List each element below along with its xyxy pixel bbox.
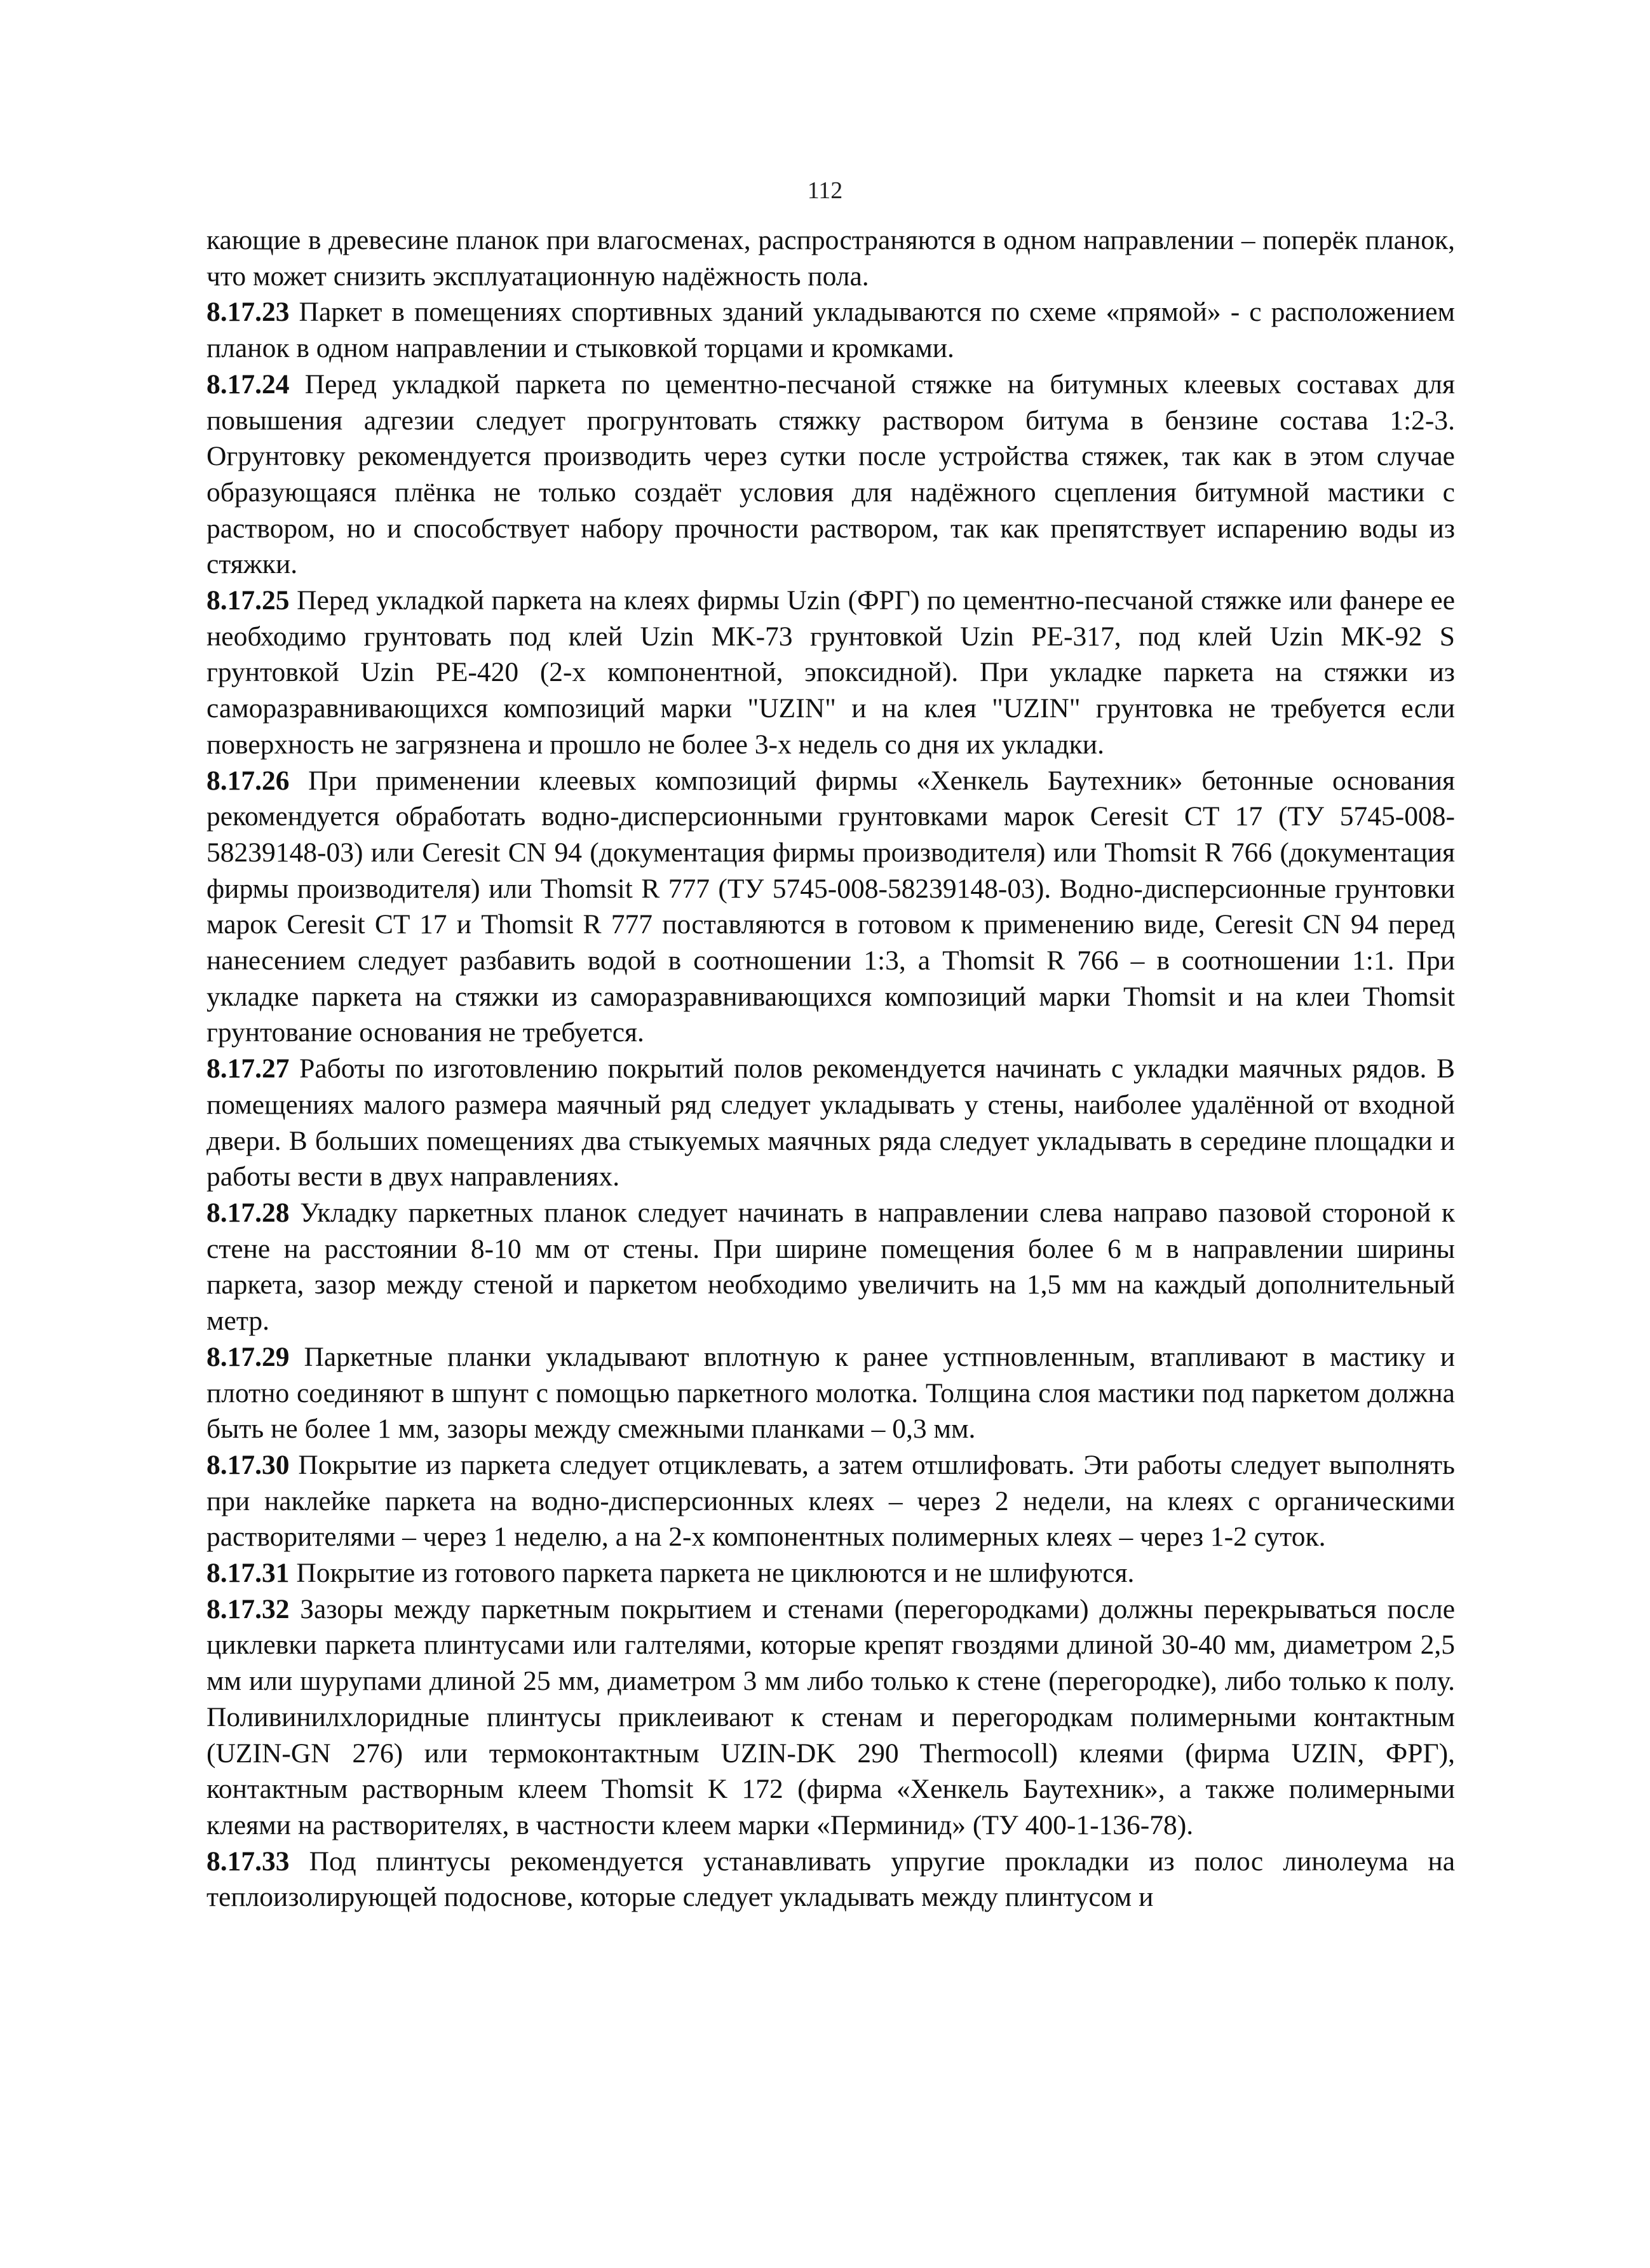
paragraph-8-17-24 — [206, 367, 1455, 583]
paragraph-number: 8.17.33 — [206, 1846, 290, 1877]
paragraph-8-17-27 — [206, 1051, 1455, 1195]
paragraph-number: 8.17.24 — [206, 368, 290, 400]
page-number: 112 — [807, 177, 843, 204]
paragraph-text: Перед укладкой паркета по цементно-песчаной стяжке на битумных клеевых составах для повышения адгезии следует прогрунтовать стяжку раствором битума в бензине состава 1:2-3. Огрунтовку рекомендуется производить через сутки после устройства стяжек, так как в этом случае образующаяся плёнка не только создаёт условия для надёжного сцепления битумной мастики с раствором, но и способствует набору прочности раствором, так как препятствует испарению воды из стяжки. — [206, 368, 1456, 580]
paragraph-number: 8.17.28 — [206, 1197, 290, 1228]
paragraph-text: Покрытие из паркета следует отциклевать, а затем отшлифовать. Эти работы следует выполнять при наклейке паркета на водно-дисперсионных клеях – через 2 недели, на клеях с органическими растворителями – через 1 неделю, а на 2-х компонентных полимерных клеях – через 1-2 суток. — [206, 1449, 1456, 1553]
paragraph-8-17-25 — [206, 583, 1455, 763]
paragraph-continuation — [206, 222, 1455, 294]
paragraph-text: Под плинтусы рекомендуется устанавливать упругие прокладки из полос линолеума на теплоизолирующей подоснове, которые следует укладывать между плинтусом и — [206, 1846, 1456, 1913]
paragraph-8-17-28 — [206, 1195, 1455, 1339]
paragraph-number: 8.17.26 — [206, 765, 290, 796]
paragraph-8-17-29 — [206, 1339, 1455, 1447]
paragraph-number: 8.17.29 — [206, 1341, 290, 1372]
paragraph-text: Перед укладкой паркета на клеях фирмы Uzin (ФРГ) по цементно-песчаной стяжке или фанере ее необходимо грунтовать под клей Uzin MK-73 грунтовкой Uzin PE-317, под клей Uzin MK-92 S грунтовкой Uzin PE-420 (2-х компонентной, эпоксидной). При укладке паркета на стяжки из саморазравнивающихся композиций марки "UZIN" и на клея "UZIN" грунтовка не требуется если поверхность не загрязнена и прошло не более 3-х недель со дня их укладки. — [206, 585, 1456, 760]
paragraph-number: 8.17.25 — [206, 585, 290, 616]
paragraph-8-17-30 — [206, 1447, 1455, 1555]
paragraph-text: Покрытие из готового паркета паркета не циклюются и не шлифуются. — [296, 1558, 1135, 1589]
paragraph-8-17-33 — [206, 1844, 1455, 1915]
paragraph-8-17-26 — [206, 763, 1455, 1051]
paragraph-text: Паркетные планки укладывают вплотную к ранее устпновленным, втапливают в мастику и плотно соединяют в шпунт с помощью паркетного молотка. Толщина слоя мастики под паркетом должна быть не более 1 мм, зазоры между смежными планками – 0,3 мм. — [206, 1341, 1455, 1445]
paragraph-8-17-23 — [206, 294, 1455, 366]
paragraph-text: кающие в древесине планок при влагосменах, распространяются в одном направлении – поперёк планок, что может снизить эксплуатационную надёжность пола. — [206, 225, 1455, 292]
paragraph-8-17-31 — [206, 1555, 1455, 1591]
paragraph-number: 8.17.32 — [206, 1593, 290, 1624]
paragraph-number: 8.17.31 — [206, 1558, 290, 1589]
paragraph-text: Укладку паркетных планок следует начинать в направлении слева направо пазовой стороной к стене на расстоянии 8-10 мм от стены. При ширине помещения более 6 м в направлении ширины паркета, зазор между стеной и паркетом необходимо увеличить на 1,5 мм на каждый дополнительный метр. — [206, 1197, 1456, 1337]
paragraph-number: 8.17.27 — [206, 1053, 290, 1084]
paragraph-number: 8.17.23 — [206, 297, 290, 328]
paragraph-number: 8.17.30 — [206, 1449, 290, 1480]
paragraph-text: Зазоры между паркетным покрытием и стенами (перегородками) должны перекрываться после циклевки паркета плинтусами или галтелями, которые крепят гвоздями длиной 30-40 мм, диаметром 2,5 мм или шурупами длиной 25 мм, диаметром 3 мм либо только к стене (перегородке), либо только к полу. Поливинилхлоридные плинтусы приклеивают к стенам и перегородкам полимерными контактным (UZIN-GN 276) или термоконтактным UZIN-DK 290 Thermocoll) клеями (фирма UZIN, ФРГ), контактным растворным клеем Thomsit K 172 (фирма «Хенкель Баутехник», а также полимерными клеями на растворителях, в частности клеем марки «Перминид» (ТУ 400-1-136-78). — [206, 1593, 1455, 1840]
paragraph-8-17-32 — [206, 1591, 1455, 1844]
page-body — [206, 222, 1455, 1915]
paragraph-text: Работы по изготовлению покрытий полов рекомендуется начинать с укладки маячных рядов. В помещениях малого размера маячный ряд следует укладывать у стены, наиболее удалённой от входной двери. В больших помещениях два стыкуемых маячных ряда следует укладывать в середине площадки и работы вести в двух направлениях. — [206, 1053, 1456, 1192]
paragraph-text: Паркет в помещениях спортивных зданий укладываются по схеме «прямой» - с расположением планок в одном направлении и стыковкой торцами и кромками. — [206, 297, 1455, 364]
paragraph-text: При применении клеевых композиций фирмы «Хенкель Баутехник» бетонные основания рекомендуется обработать водно-дисперсионными грунтовками марок Ceresit CT 17 (ТУ 5745-008-58239148-03) или Ceresit CN 94 (документация фирмы производителя) или Thomsit R 766 (документация фирмы производителя) или Thomsit R 777 (ТУ 5745-008-58239148-03). Водно-дисперсионные грунтовки марок Ceresit CT 17 и Thomsit R 777 поставляются в готовом к применению виде, Ceresit CN 94 перед нанесением следует разбавить водой в соотношении 1:3, а Thomsit R 766 – в соотношении 1:1. При укладке паркета на стяжки из саморазравнивающихся композиций марки Thomsit и на клеи Thomsit грунтование основания не требуется. — [206, 765, 1456, 1048]
